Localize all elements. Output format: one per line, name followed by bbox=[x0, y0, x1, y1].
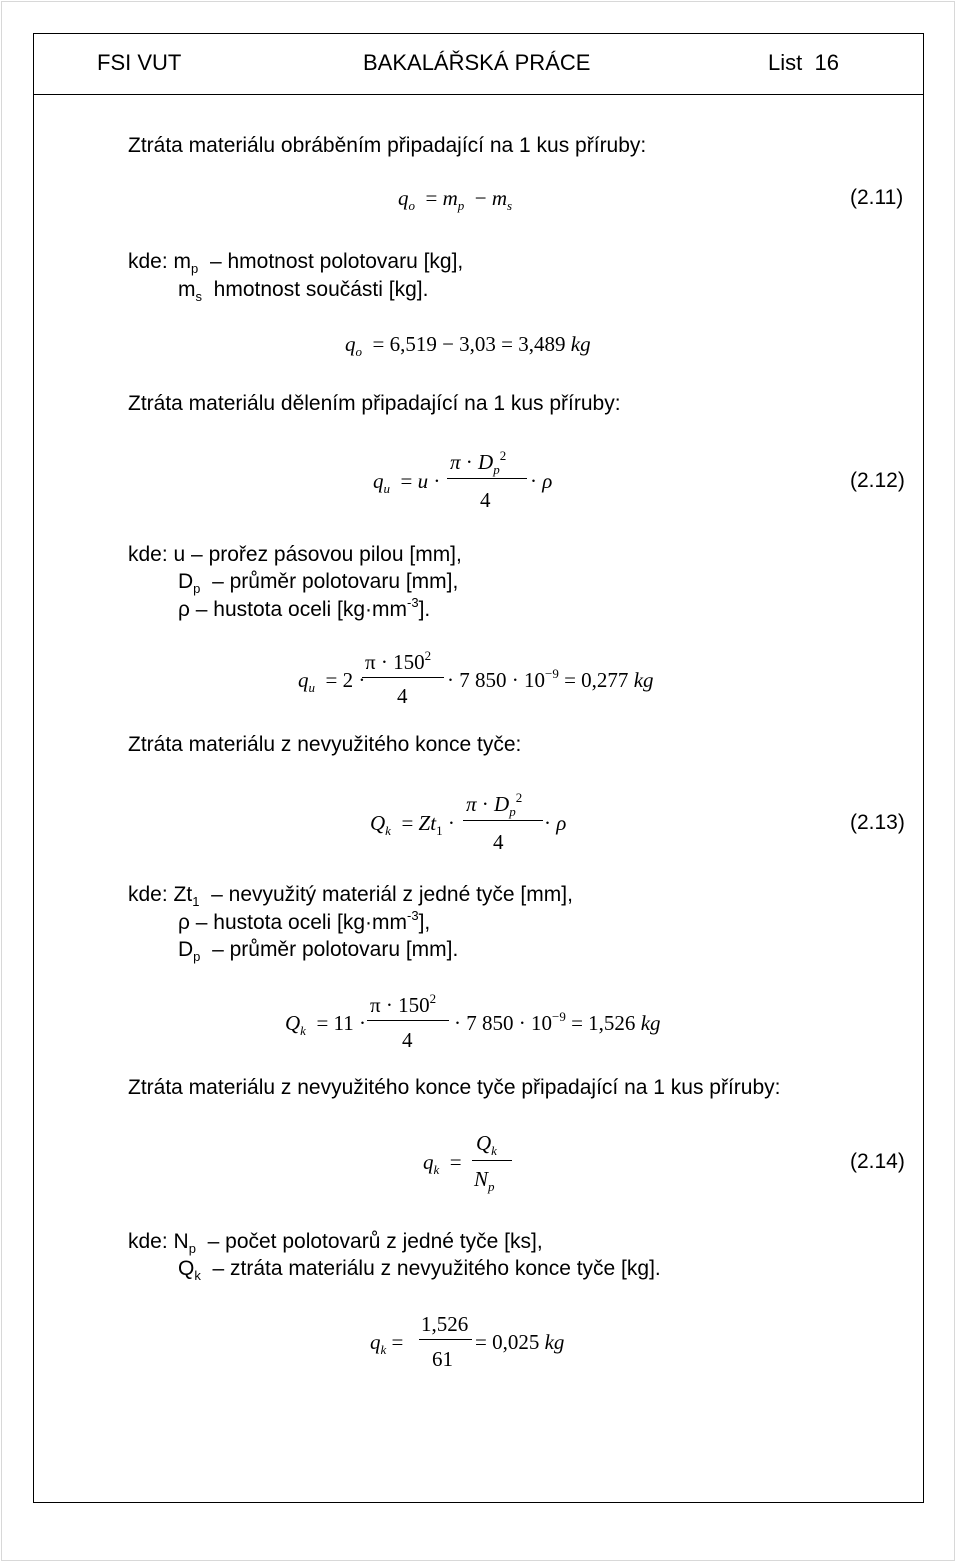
equation-2-14-lhs: $q_k$ = bbox=[423, 1150, 462, 1177]
section4-title: Ztráta materiálu z nevyužitého konce tyče připadající na 1 kus příruby: bbox=[128, 1076, 781, 1099]
fraction-2-13-denominator: 4 bbox=[493, 830, 504, 854]
where-np: kde: $N_p$ – počet polotovarů z jedné tyče [ks], bbox=[128, 1230, 543, 1256]
fraction-2-13-numerator: $\pi \cdot D_p^2$ bbox=[466, 790, 523, 819]
calc-qk-per-piece-denominator: 61 bbox=[432, 1347, 453, 1371]
section3-title: Ztráta materiálu z nevyužitého konce tyče: bbox=[128, 733, 522, 756]
where-mp: kde: $m_p$ – hmotnost polotovaru [kg], bbox=[128, 250, 464, 276]
where-u: kde: u – prořez pásovou pilou [mm], bbox=[128, 543, 462, 566]
where-zt1: kde: $Zt_1$ – nevyužitý materiál z jedné tyče [mm], bbox=[128, 883, 573, 909]
equation-2-13-lhs: $Q_k = Zt_1$ · bbox=[370, 811, 455, 838]
fraction-bar bbox=[367, 1020, 449, 1021]
where-ms: $m_s$ hmotnost součásti [kg]. bbox=[178, 278, 429, 304]
fraction-2-14-numerator: $Q_k$ bbox=[476, 1131, 497, 1158]
calc-qk-rhs: · 7 $850 \cdot 10^{-9} = 1,526$ kg bbox=[454, 1009, 661, 1035]
fraction-2-12-numerator: $\pi \cdot D_p^2$ bbox=[450, 448, 507, 477]
where-rho: ρ – hustota oceli $[kg\cdot mm^{-3}]$. bbox=[178, 595, 431, 621]
equation-2-12-lhs: $q_u = u$ · bbox=[373, 469, 441, 496]
calc-qk-denominator: 4 bbox=[402, 1028, 413, 1052]
fraction-bar bbox=[447, 478, 527, 479]
equation-number-2-13: (2.13) bbox=[850, 811, 905, 834]
calc-qk-lhs: $Q_k = 11$ · bbox=[285, 1011, 367, 1038]
equation-number-2-12: (2.12) bbox=[850, 469, 905, 492]
fraction-bar bbox=[419, 1339, 472, 1340]
calc-qu-numerator: $\pi \cdot 150^2$ bbox=[365, 648, 432, 674]
header-page-label: List 16 bbox=[768, 50, 839, 75]
fraction-bar bbox=[362, 677, 444, 678]
fraction-bar bbox=[472, 1160, 512, 1161]
equation-number-2-14: (2.14) bbox=[850, 1150, 905, 1173]
equation-2-11: $q_o = m_p - m_s$ bbox=[398, 186, 513, 213]
calc-qk-per-piece-lhs: $q_k$ = bbox=[370, 1330, 404, 1357]
calc-qk-numerator: $\pi \cdot 150^2$ bbox=[370, 991, 437, 1017]
fraction-bar bbox=[463, 820, 543, 821]
calc-qu-denominator: 4 bbox=[397, 684, 408, 708]
fraction-2-14-denominator: $N_p$ bbox=[474, 1167, 495, 1194]
calculation-qo: $q_o = 6,519 - 3,03 = 3,489$ kg bbox=[345, 332, 591, 359]
calc-qu-lhs: $q_u = 2$ · bbox=[298, 668, 366, 695]
where-rho: ρ – hustota oceli $[kg\cdot mm^{-3}]$, bbox=[178, 908, 431, 934]
equation-2-12-rho: · ρ bbox=[530, 469, 553, 493]
section2-title: Ztráta materiálu dělením připadající na 1 kus příruby: bbox=[128, 392, 621, 415]
where-qk: $Q_k$ – ztráta materiálu z nevyužitého konce tyče [kg]. bbox=[178, 1257, 661, 1283]
header-institution: FSI VUT bbox=[97, 50, 182, 75]
equation-number-2-11: (2.11) bbox=[850, 186, 904, 209]
section1-title: Ztráta materiálu obráběním připadající na 1 kus příruby: bbox=[128, 134, 647, 157]
calc-qk-per-piece-numerator: 1,526 bbox=[421, 1312, 469, 1336]
header-document-type: BAKALÁŘSKÁ PRÁCE bbox=[363, 50, 591, 75]
calc-qu-rhs: · 7 $850 \cdot 10^{-9} = 0,277$ kg bbox=[447, 666, 654, 692]
fraction-2-12-denominator: 4 bbox=[480, 488, 491, 512]
where-dp: $D_p$ – průměr polotovaru [mm]. bbox=[178, 938, 459, 964]
where-dp: $D_p$ – průměr polotovaru [mm], bbox=[178, 570, 459, 596]
header-separator bbox=[33, 94, 924, 95]
equation-2-13-rho: · ρ bbox=[544, 811, 567, 835]
header-page-number: 16 bbox=[814, 50, 839, 75]
calc-qk-per-piece-result: = 0,025 kg bbox=[475, 1330, 565, 1354]
